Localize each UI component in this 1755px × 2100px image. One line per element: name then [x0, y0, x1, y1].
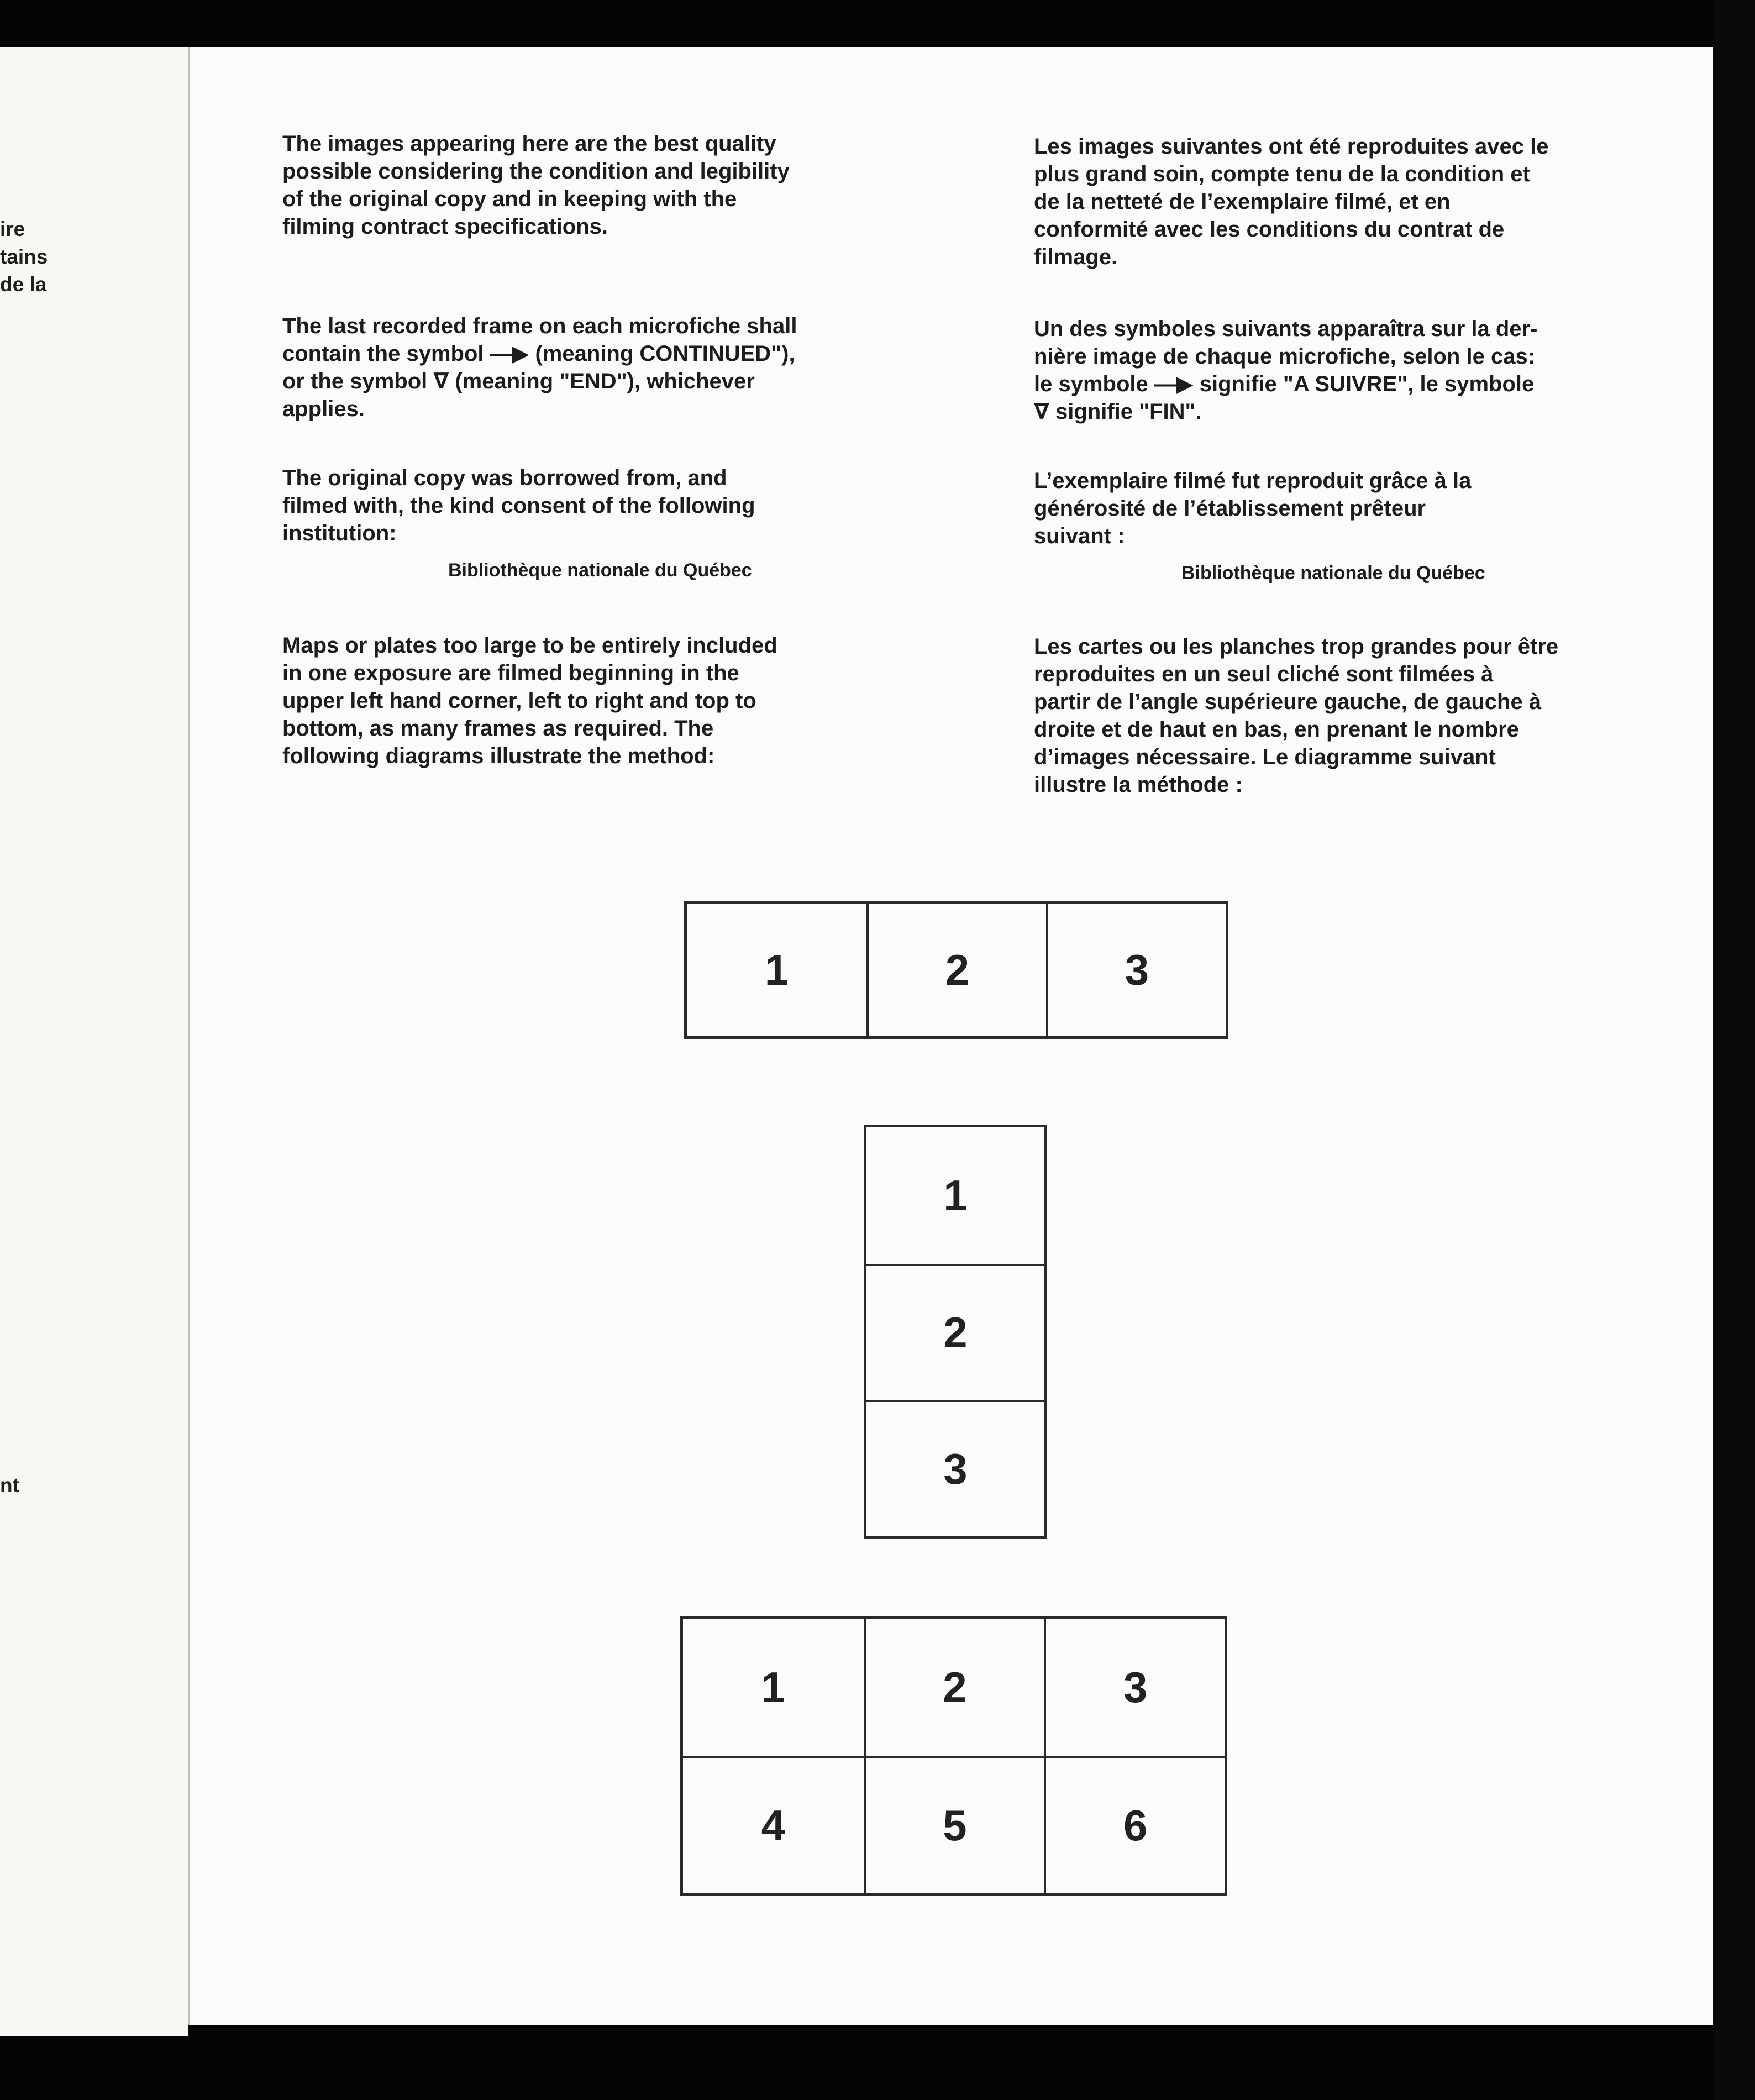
text-line: filming contract specifications. [282, 214, 608, 239]
text-line: bottom, as many frames as required. The [282, 716, 714, 741]
frame-cell: 1 [943, 1170, 968, 1220]
left-fragment: ire [0, 218, 25, 240]
french-quality-paragraph [1034, 133, 1548, 271]
text-line: upper left hand corner, left to right and top to [282, 689, 756, 713]
text-line: générosité de l’établissement prêteur [1034, 496, 1426, 521]
left-fragment: nt [0, 1474, 19, 1497]
english-maps-paragraph [282, 632, 777, 770]
frame-cell: 2 [866, 904, 1046, 1036]
text-line: d’images nécessaire. Le diagramme suivant [1034, 745, 1496, 769]
frame-cell: 1 [761, 1663, 786, 1712]
text-line: L’exemplaire filmé fut reproduit grâce à la [1034, 469, 1472, 493]
text-line: or the symbol ∇ (meaning "END"), whichever [282, 369, 755, 393]
text-line: reproduites en un seul cliché sont filmées à [1034, 662, 1494, 686]
text-line: contain the symbol —▶ (meaning CONTINUED"), [282, 342, 795, 366]
diagram-grid-frames [680, 1616, 1227, 1896]
frame-cell: 1 [764, 945, 789, 994]
english-symbol-paragraph [282, 312, 797, 423]
film-edge [1713, 0, 1755, 2100]
text-line: possible considering the condition and legibility [282, 159, 790, 183]
text-line: The last recorded frame on each microfiche shall [282, 314, 797, 338]
text-line: Maps or plates too large to be entirely included [282, 633, 777, 658]
frame-cell: 6 [1044, 1756, 1225, 1893]
frame-cell: 2 [864, 1619, 1044, 1756]
text-line: Les images suivantes ont été reproduites avec le [1034, 134, 1549, 159]
text-line: illustre la méthode : [1034, 773, 1243, 797]
french-symbol-paragraph [1034, 315, 1537, 426]
text-line: applies. [282, 397, 365, 421]
text-line: institution: [282, 521, 397, 545]
text-line: partir de l’angle supérieure gauche, de gauche à [1034, 690, 1542, 714]
frame-cell: 2 [866, 1264, 1044, 1400]
text-line: filmed with, the kind consent of the following [282, 494, 755, 518]
frame-cell: 3 [866, 1400, 1044, 1536]
diagram-vertical-frames [864, 1125, 1047, 1539]
text-line: le symbole —▶ signifie "A SUIVRE", le symbole [1034, 372, 1535, 396]
text-line: droite et de haut en bas, en prenant le nombre [1034, 717, 1519, 742]
text-line: nière image de chaque microfiche, selon le cas: [1034, 344, 1536, 369]
diagram-horizontal-frames [684, 901, 1228, 1039]
french-maps-paragraph [1034, 633, 1558, 799]
text-line: conformité avec les conditions du contrat de [1034, 217, 1505, 242]
frame-cell: 4 [683, 1756, 864, 1893]
left-adjacent-page [0, 47, 188, 2036]
french-institution-paragraph [1034, 467, 1471, 550]
frame-cell: 3 [1044, 1619, 1225, 1756]
english-library-name: Bibliothèque nationale du Québec [448, 560, 752, 581]
text-line: de la netteté de l’exemplaire filmé, et en [1034, 190, 1451, 214]
text-line: Les cartes ou les planches trop grandes pour être [1034, 634, 1559, 659]
text-line: in one exposure are filmed beginning in the [282, 661, 739, 685]
english-quality-paragraph [282, 130, 790, 240]
frame-cell: 3 [1046, 904, 1226, 1036]
text-line: following diagrams illustrate the method: [282, 744, 715, 768]
left-fragment: de la [0, 273, 47, 296]
text-line: suivant : [1034, 524, 1125, 548]
english-institution-paragraph [282, 464, 755, 547]
frame-cell: 5 [864, 1756, 1044, 1893]
text-line: ∇ signifie "FIN". [1034, 400, 1202, 424]
left-fragment: tains [0, 245, 48, 268]
text-line: plus grand soin, compte tenu de la condition et [1034, 162, 1530, 186]
microfiche-notice-page [188, 47, 1715, 2025]
text-line: The images appearing here are the best quality [282, 132, 776, 156]
french-library-name: Bibliothèque nationale du Québec [1181, 563, 1485, 584]
text-line: filmage. [1034, 245, 1118, 269]
text-line: of the original copy and in keeping with the [282, 187, 737, 211]
text-line: Un des symboles suivants apparaîtra sur la der- [1034, 317, 1538, 341]
text-line: The original copy was borrowed from, and [282, 466, 727, 490]
